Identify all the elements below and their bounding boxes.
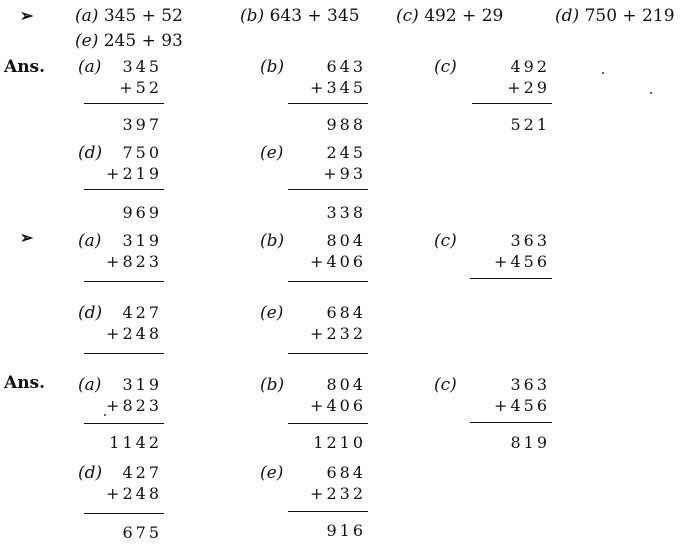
problem-block2-c xyxy=(434,231,550,311)
problem-block3-a xyxy=(78,375,162,455)
sum-line xyxy=(84,353,164,354)
sum-line xyxy=(84,103,164,104)
question-c xyxy=(396,6,503,26)
problem-label: (e) xyxy=(260,143,284,163)
question-a xyxy=(75,6,183,26)
addend-top: 804 xyxy=(326,375,366,394)
problem-label: (e) xyxy=(260,303,284,323)
problem-label: (c) xyxy=(434,57,457,77)
problem-label: (b) xyxy=(260,375,285,395)
sum-line xyxy=(288,103,368,104)
problem-label: (a) xyxy=(78,57,102,77)
addend-bottom: +52 xyxy=(119,78,162,97)
addend-bottom: +232 xyxy=(310,484,366,503)
problem-block3-b xyxy=(260,375,366,455)
problem-block1-a xyxy=(78,57,162,137)
question-d xyxy=(555,6,675,26)
problem-block1-b xyxy=(260,57,366,137)
addend-bottom: +406 xyxy=(310,252,366,271)
addend-bottom: +219 xyxy=(106,164,162,183)
sum-result: 338 xyxy=(326,203,366,222)
addend-bottom: +345 xyxy=(310,78,366,97)
addend-top: 427 xyxy=(122,303,162,322)
problem-block2-b xyxy=(260,231,366,311)
question-expr: 492 + 29 xyxy=(424,6,504,26)
addend-top: 750 xyxy=(122,143,162,162)
addend-top: 319 xyxy=(122,375,162,394)
scan-speck xyxy=(104,414,106,416)
sum-line xyxy=(470,422,552,423)
problem-block2-e xyxy=(260,303,366,383)
question-label: (d) xyxy=(555,6,580,26)
problem-label: (d) xyxy=(78,303,103,323)
bullet-arrow-icon: ➢ xyxy=(20,228,34,247)
addend-top: 684 xyxy=(326,463,366,482)
addend-bottom: +248 xyxy=(106,324,162,343)
problem-block1-c xyxy=(434,57,550,137)
addend-bottom: +232 xyxy=(310,324,366,343)
sum-line xyxy=(288,189,368,190)
sum-result: 1142 xyxy=(109,433,162,452)
answer-label: Ans. xyxy=(4,373,46,393)
sum-line xyxy=(288,353,368,354)
problem-block2-d xyxy=(78,303,162,383)
problem-label: (b) xyxy=(260,231,285,251)
sum-result: 521 xyxy=(510,115,550,134)
addend-bottom: +406 xyxy=(310,396,366,415)
question-label: (e) xyxy=(75,31,99,51)
addend-bottom: +456 xyxy=(494,396,550,415)
sum-line xyxy=(288,511,368,512)
addend-top: 643 xyxy=(326,57,366,76)
sum-line xyxy=(84,423,164,424)
sum-line xyxy=(472,103,552,104)
problem-block3-e xyxy=(260,463,366,543)
question-label: (a) xyxy=(75,6,99,26)
sum-result: 397 xyxy=(122,115,162,134)
sum-result: 988 xyxy=(326,115,366,134)
problem-label: (b) xyxy=(260,57,285,77)
sum-line xyxy=(288,281,368,282)
addend-bottom: +29 xyxy=(507,78,550,97)
problem-block3-c xyxy=(434,375,550,455)
addend-bottom: +248 xyxy=(106,484,162,503)
addend-top: 245 xyxy=(326,143,366,162)
question-label: (b) xyxy=(240,6,265,26)
question-expr: 345 + 52 xyxy=(103,6,183,26)
problem-label: (d) xyxy=(78,143,103,163)
addend-top: 345 xyxy=(122,57,162,76)
problem-label: (c) xyxy=(434,231,457,251)
problem-label: (d) xyxy=(78,463,103,483)
addend-top: 363 xyxy=(510,231,550,250)
problem-label: (e) xyxy=(260,463,284,483)
sum-result: 969 xyxy=(122,203,162,222)
sum-line xyxy=(288,423,368,424)
addend-top: 363 xyxy=(510,375,550,394)
addend-top: 684 xyxy=(326,303,366,322)
question-expr: 643 + 345 xyxy=(269,6,360,26)
problem-label: (a) xyxy=(78,231,102,251)
problem-block1-d xyxy=(78,143,162,223)
addend-top: 804 xyxy=(326,231,366,250)
question-label: (c) xyxy=(396,6,419,26)
bullet-arrow-icon: ➢ xyxy=(20,6,34,25)
problem-label: (c) xyxy=(434,375,457,395)
problem-block3-d xyxy=(78,463,162,543)
addend-bottom: +456 xyxy=(494,252,550,271)
problem-label: (a) xyxy=(78,375,102,395)
problem-block1-e xyxy=(260,143,366,223)
addend-bottom: +823 xyxy=(106,396,162,415)
sum-result: 916 xyxy=(326,521,366,540)
question-expr: 750 + 219 xyxy=(584,6,675,26)
sum-result: 1210 xyxy=(313,433,366,452)
scan-speck xyxy=(650,92,652,94)
scan-speck xyxy=(602,72,604,74)
addend-top: 492 xyxy=(510,57,550,76)
question-expr: 245 + 93 xyxy=(103,31,183,51)
sum-line xyxy=(470,278,552,279)
addend-top: 319 xyxy=(122,231,162,250)
question-b xyxy=(240,6,360,26)
answer-label: Ans. xyxy=(4,57,46,77)
question-e xyxy=(75,31,183,51)
addend-bottom: +823 xyxy=(106,252,162,271)
sum-result: 675 xyxy=(122,523,162,542)
sum-line xyxy=(84,281,164,282)
sum-line xyxy=(84,189,164,190)
sum-line xyxy=(84,513,164,514)
addend-top: 427 xyxy=(122,463,162,482)
addend-bottom: +93 xyxy=(323,164,366,183)
sum-result: 819 xyxy=(510,433,550,452)
problem-block2-a xyxy=(78,231,162,311)
